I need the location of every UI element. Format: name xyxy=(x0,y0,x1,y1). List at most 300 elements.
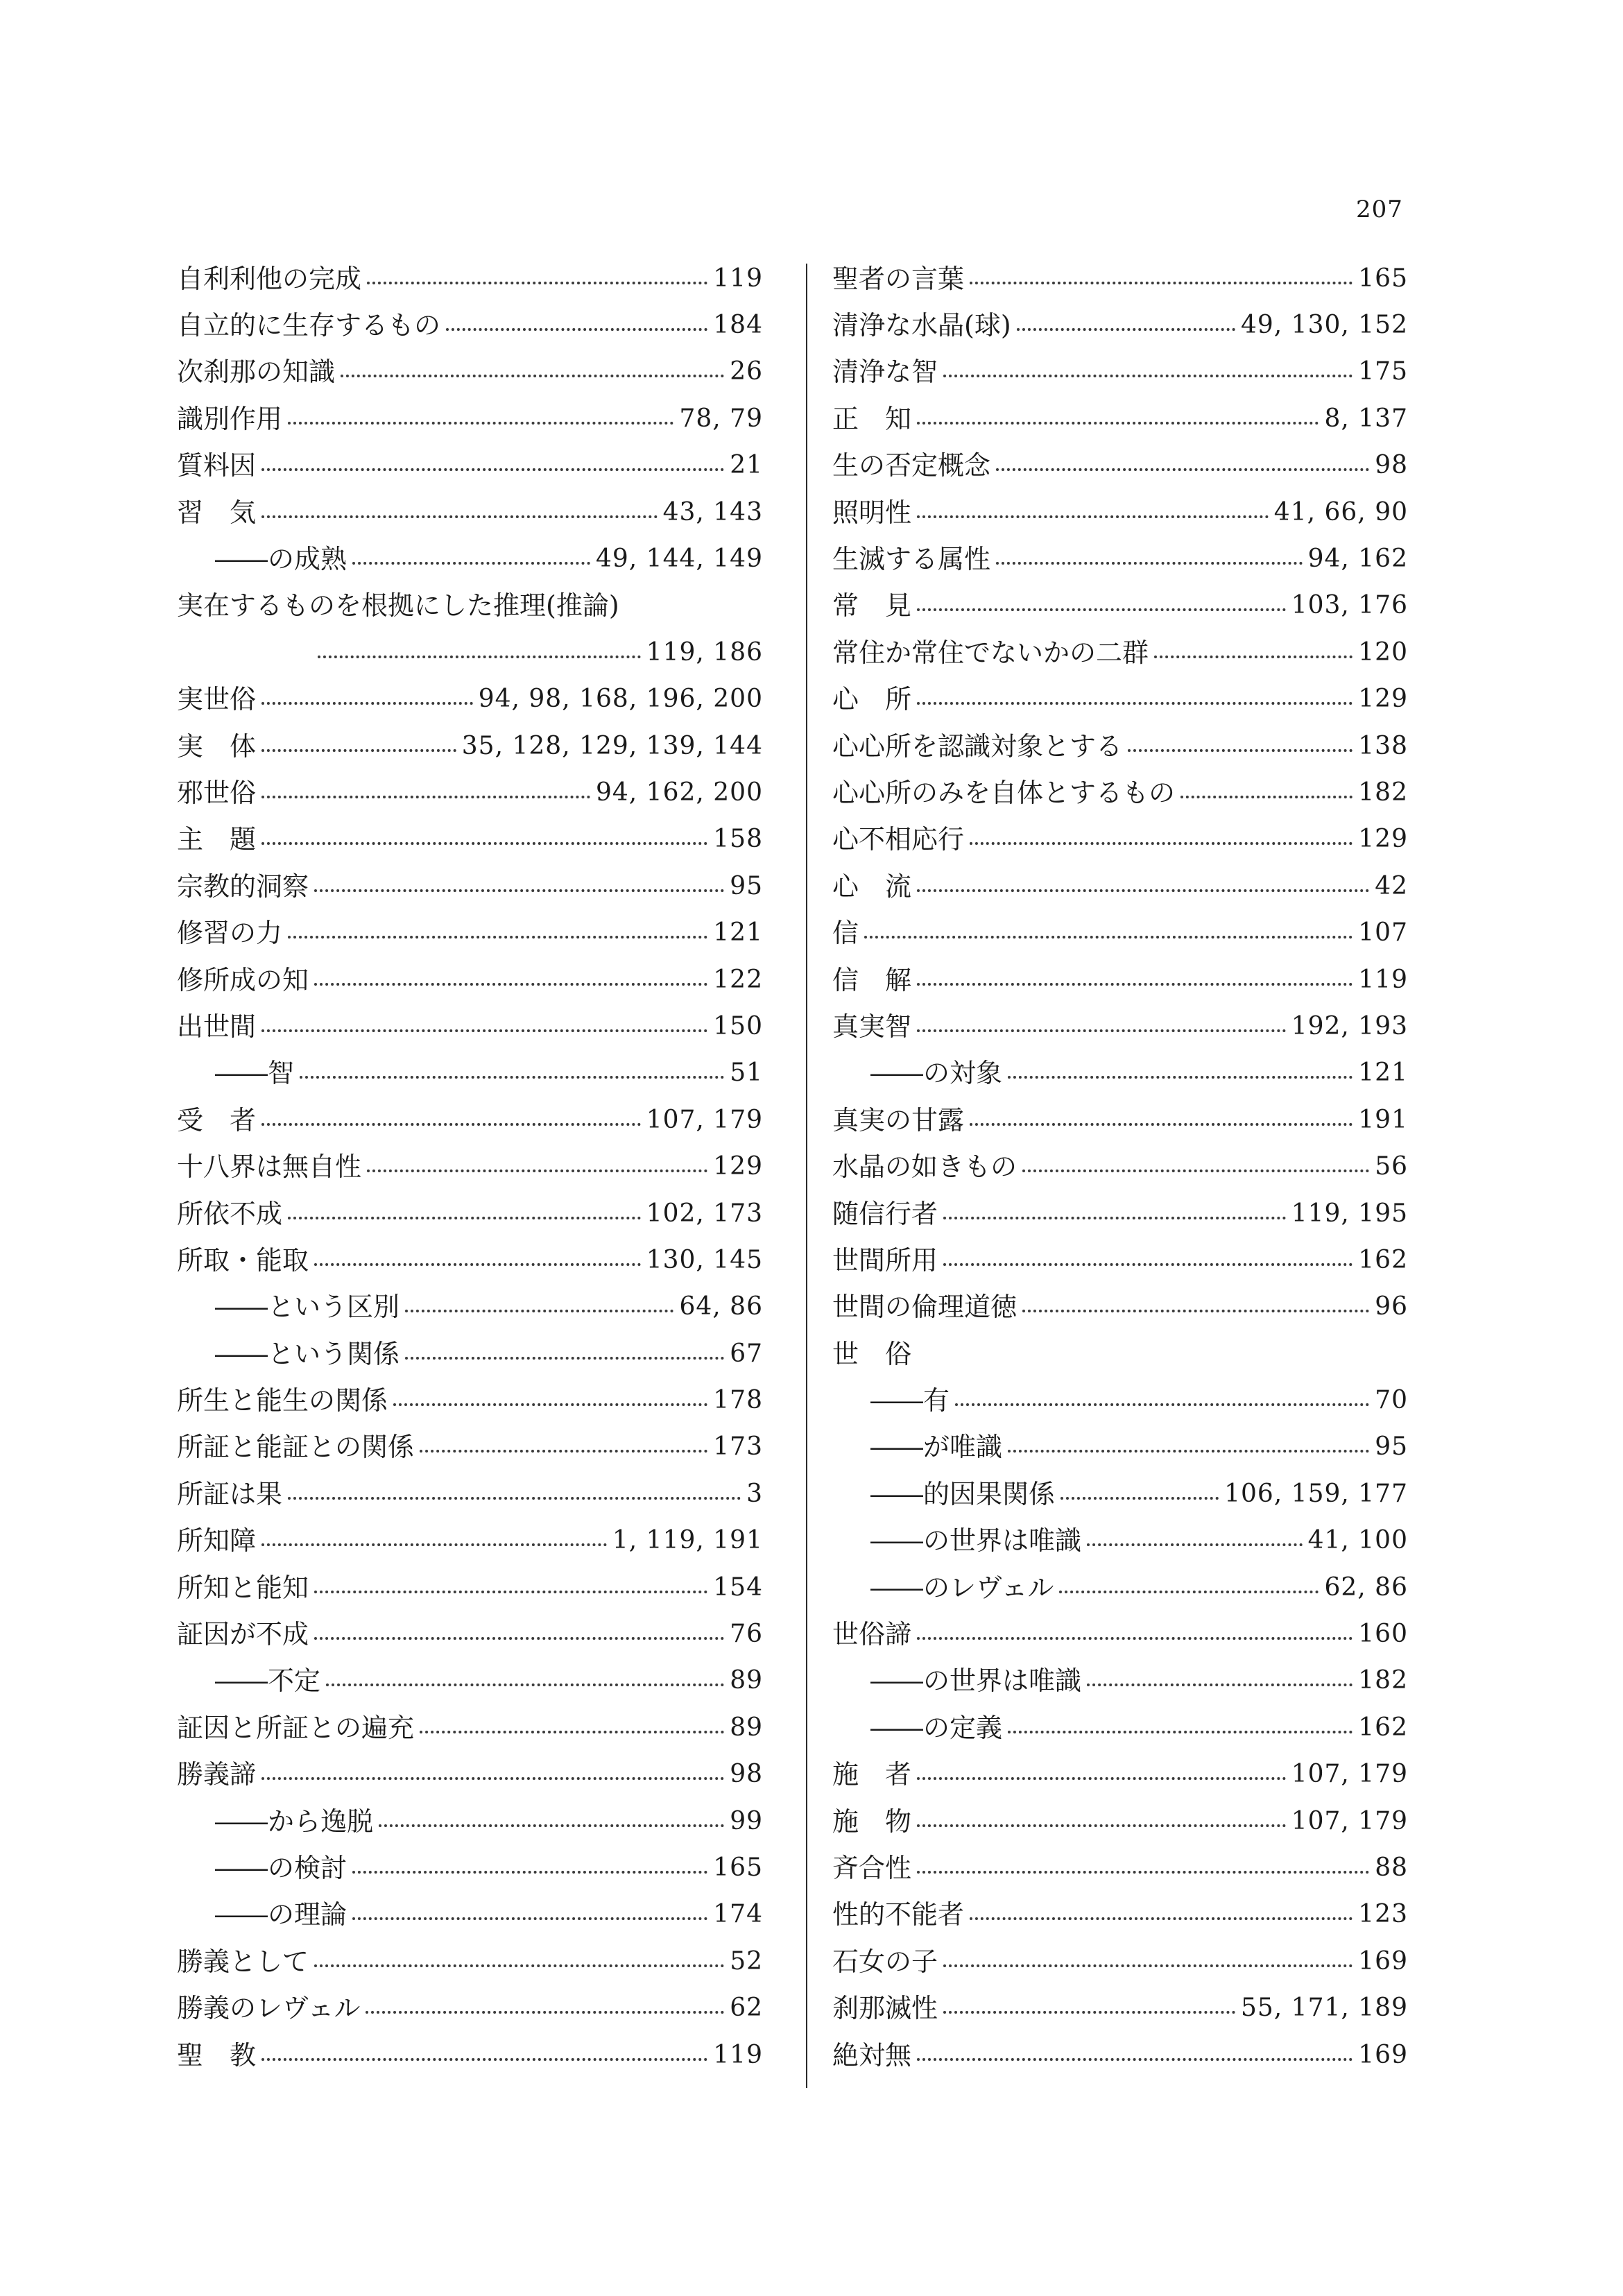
dot-leader xyxy=(943,375,1352,377)
page-references: 129 xyxy=(1358,685,1408,714)
index-term: 所依不成 xyxy=(177,1198,283,1229)
index-entry xyxy=(832,583,1408,629)
dot-leader xyxy=(943,1263,1352,1266)
dot-leader xyxy=(288,1497,741,1500)
index-entry xyxy=(832,1143,1408,1190)
index-entry xyxy=(177,957,763,1003)
index-term: 勝義諦 xyxy=(177,1759,257,1790)
dot-leader xyxy=(917,1871,1369,1874)
dot-leader xyxy=(288,422,673,425)
dot-leader xyxy=(943,1217,1286,1219)
dot-leader xyxy=(917,2058,1352,2061)
index-term: ――のレヴェル xyxy=(870,1572,1054,1603)
page-references: 119 xyxy=(1358,965,1408,994)
page-references: 123 xyxy=(1358,1900,1408,1929)
page-references: 178 xyxy=(713,1386,763,1415)
dot-leader xyxy=(917,1824,1286,1827)
dot-leader xyxy=(1087,1684,1352,1686)
index-entry xyxy=(832,1985,1408,2031)
dot-leader xyxy=(367,282,707,284)
index-term: 質料因 xyxy=(177,450,257,481)
index-entry xyxy=(832,769,1408,816)
column-divider xyxy=(806,264,807,2088)
index-term: 心心所のみを自体とするもの xyxy=(832,777,1176,808)
dot-leader xyxy=(1022,1170,1369,1172)
index-entry xyxy=(832,2032,1408,2078)
index-term: ――の成熟 xyxy=(215,544,347,575)
page-references: 192, 193 xyxy=(1291,1011,1408,1040)
index-entry xyxy=(177,863,763,909)
index-term: 刹那滅性 xyxy=(832,1993,938,2024)
index-term: 施 者 xyxy=(832,1759,912,1790)
index-term: 実 体 xyxy=(177,730,257,762)
page-references: 94, 162, 200 xyxy=(595,778,763,807)
dot-leader xyxy=(314,983,707,986)
dot-leader xyxy=(300,1076,724,1079)
index-column-left xyxy=(177,255,763,2078)
index-term: 十八界は無自性 xyxy=(177,1151,362,1183)
dot-leader xyxy=(352,562,590,565)
dot-leader xyxy=(326,1684,724,1686)
page-references: 99 xyxy=(730,1806,763,1835)
dot-leader xyxy=(318,656,641,658)
page-references: 8, 137 xyxy=(1324,404,1408,433)
page-references: 89 xyxy=(730,1713,763,1742)
dot-leader xyxy=(943,2011,1235,2014)
dot-leader xyxy=(1180,796,1352,798)
page-references: 191 xyxy=(1358,1105,1408,1134)
index-term: 生の否定概念 xyxy=(832,450,991,481)
index-entry xyxy=(832,1284,1408,1330)
index-term: ――有 xyxy=(870,1385,950,1416)
index-term: 聖者の言葉 xyxy=(832,263,965,294)
index-term: 信 xyxy=(832,918,859,949)
index-term: 随信行者 xyxy=(832,1198,938,1229)
index-entry xyxy=(177,443,763,489)
index-entry xyxy=(832,1518,1408,1564)
index-term: 自立的に生存するもの xyxy=(177,310,441,341)
index-term: ――的因果関係 xyxy=(870,1478,1056,1509)
dot-leader xyxy=(261,842,707,845)
index-term: 所証は果 xyxy=(177,1478,283,1509)
dot-leader xyxy=(261,1777,724,1780)
index-entry xyxy=(832,676,1408,723)
dot-leader xyxy=(352,1917,707,1920)
index-term: 修習の力 xyxy=(177,918,283,949)
index-term: 証因が不成 xyxy=(177,1619,309,1650)
index-entry xyxy=(177,489,763,536)
page-references: 119 xyxy=(713,264,763,293)
index-term: ――の世界は唯識 xyxy=(870,1525,1082,1557)
page-references: 70 xyxy=(1375,1386,1408,1415)
index-entry xyxy=(177,255,763,302)
page-references: 184 xyxy=(713,311,763,340)
index-term: 所知と能知 xyxy=(177,1572,309,1603)
index-entry xyxy=(177,302,763,348)
index-term: ――智 xyxy=(215,1058,295,1089)
index-term: ――の定義 xyxy=(870,1712,1003,1743)
index-term: ――の対象 xyxy=(870,1058,1003,1089)
index-entry xyxy=(832,1751,1408,1798)
index-entry xyxy=(177,1097,763,1143)
page-references: 43, 143 xyxy=(662,497,763,526)
index-term: 性的不能者 xyxy=(832,1899,965,1930)
page-references: 51 xyxy=(730,1059,763,1088)
page-references: 96 xyxy=(1375,1292,1408,1321)
index-entry xyxy=(177,1938,763,1985)
index-column-right xyxy=(832,255,1408,2078)
index-term: 清浄な水晶(球) xyxy=(832,310,1011,341)
index-entry xyxy=(832,489,1408,536)
dot-leader xyxy=(261,2058,707,2061)
index-term: 自利利他の完成 xyxy=(177,263,362,294)
page-references: 119 xyxy=(713,2040,763,2069)
index-entry xyxy=(177,1190,763,1237)
index-term: ――の世界は唯識 xyxy=(870,1665,1082,1697)
page-references: 98 xyxy=(730,1760,763,1789)
index-entry xyxy=(832,1097,1408,1143)
page-references: 49, 130, 152 xyxy=(1240,311,1408,340)
index-term: ――から逸脱 xyxy=(215,1806,374,1837)
index-entry xyxy=(177,1471,763,1517)
index-term: ――という関係 xyxy=(215,1338,400,1369)
dot-leader xyxy=(1022,1310,1369,1312)
page-references: 119, 186 xyxy=(646,637,763,667)
dot-leader xyxy=(405,1357,724,1360)
index-entry xyxy=(832,1938,1408,1985)
index-entry xyxy=(177,1003,763,1050)
page-references: 169 xyxy=(1358,2040,1408,2069)
dot-leader xyxy=(917,702,1352,705)
dot-leader xyxy=(314,1964,724,1967)
index-entry xyxy=(177,1658,763,1704)
page-references: 103, 176 xyxy=(1291,591,1408,620)
index-entry xyxy=(177,349,763,395)
index-term: 心不相応行 xyxy=(832,824,965,855)
dot-leader xyxy=(261,1123,641,1126)
index-term: ――不定 xyxy=(215,1665,321,1697)
page-references: 129 xyxy=(1358,825,1408,854)
dot-leader xyxy=(314,889,724,892)
page-references: 107, 179 xyxy=(646,1105,763,1134)
index-entry xyxy=(177,1518,763,1564)
index-entry xyxy=(177,583,763,629)
dot-leader xyxy=(393,1403,707,1406)
dot-leader xyxy=(970,1917,1352,1920)
index-entry xyxy=(832,1003,1408,1050)
index-entry xyxy=(177,1798,763,1844)
index-entry xyxy=(832,629,1408,676)
page-references: 102, 173 xyxy=(646,1199,763,1228)
index-term: ――の検討 xyxy=(215,1852,347,1883)
dot-leader xyxy=(420,1731,724,1733)
page-references: 175 xyxy=(1358,357,1408,386)
index-term: ――が唯識 xyxy=(870,1432,1003,1463)
page-references: 78, 79 xyxy=(679,404,763,433)
index-term: 心 流 xyxy=(832,871,912,902)
page-references: 158 xyxy=(713,825,763,854)
dot-leader xyxy=(261,702,473,705)
index-entry xyxy=(832,1658,1408,1704)
page-references: 150 xyxy=(713,1011,763,1040)
index-term: 照明性 xyxy=(832,497,912,528)
index-term: 主 題 xyxy=(177,824,257,855)
dot-leader xyxy=(379,1824,724,1827)
dot-leader xyxy=(261,1543,607,1546)
dot-leader xyxy=(366,2011,724,2014)
index-term: 信 解 xyxy=(832,964,912,995)
index-entry xyxy=(832,443,1408,489)
dot-leader xyxy=(261,749,456,752)
index-term: 生滅する属性 xyxy=(832,544,991,575)
page-references: 76 xyxy=(730,1620,763,1649)
dot-leader xyxy=(917,515,1269,518)
page-references: 26 xyxy=(730,357,763,386)
index-entry xyxy=(832,957,1408,1003)
index-entry xyxy=(832,255,1408,302)
dot-leader xyxy=(917,983,1352,986)
index-entry xyxy=(832,302,1408,348)
index-term: 施 物 xyxy=(832,1806,912,1837)
index-entry xyxy=(832,1892,1408,1938)
index-entry xyxy=(177,676,763,723)
index-entry xyxy=(177,1237,763,1283)
page-references: 107 xyxy=(1358,918,1408,948)
index-entry xyxy=(177,1844,763,1891)
index-entry xyxy=(832,909,1408,956)
dot-leader xyxy=(1128,749,1352,752)
page-references: 95 xyxy=(1375,1432,1408,1462)
index-term: 邪世俗 xyxy=(177,777,257,808)
dot-leader xyxy=(352,1871,707,1874)
index-term: 正 知 xyxy=(832,403,912,434)
page-number: 207 xyxy=(1356,196,1403,223)
index-entry xyxy=(177,1377,763,1423)
dot-leader xyxy=(917,608,1286,611)
index-entry xyxy=(177,723,763,769)
index-term: 勝義のレヴェル xyxy=(177,1993,361,2024)
dot-leader xyxy=(955,1403,1369,1406)
index-term: 受 者 xyxy=(177,1104,257,1136)
page-references: 182 xyxy=(1358,778,1408,807)
index-term: ――という区別 xyxy=(215,1292,400,1323)
dot-leader xyxy=(261,515,658,518)
dot-leader xyxy=(1087,1543,1303,1546)
page-references: 122 xyxy=(713,965,763,994)
index-entry xyxy=(832,536,1408,582)
index-entry xyxy=(832,1330,1408,1377)
index-entry xyxy=(832,1798,1408,1844)
index-entry xyxy=(832,1050,1408,1097)
index-term: 清浄な智 xyxy=(832,357,938,388)
dot-leader xyxy=(341,375,724,377)
dot-leader xyxy=(970,282,1352,284)
page-references: 182 xyxy=(1358,1666,1408,1695)
index-term: 所証と能証との関係 xyxy=(177,1432,415,1463)
index-entry xyxy=(177,1424,763,1471)
index-entry xyxy=(832,1377,1408,1423)
index-term: 心心所を認識対象とする xyxy=(832,730,1123,762)
page-references: 3 xyxy=(746,1479,763,1508)
index-entry xyxy=(177,816,763,863)
index-term: 真実智 xyxy=(832,1011,912,1042)
dot-leader xyxy=(1008,1076,1352,1079)
index-entry xyxy=(177,1330,763,1377)
index-term: 実在するものを根拠にした推理(推論) xyxy=(177,590,619,622)
index-term: 所知障 xyxy=(177,1525,257,1557)
page-references: 129 xyxy=(713,1152,763,1181)
index-entry xyxy=(832,1704,1408,1751)
index-entry xyxy=(832,349,1408,395)
index-entry xyxy=(832,1611,1408,1657)
page-references: 42 xyxy=(1375,871,1408,900)
page-references: 107, 179 xyxy=(1291,1760,1408,1789)
page-references: 88 xyxy=(1375,1853,1408,1882)
index-entry xyxy=(832,1424,1408,1471)
dot-leader xyxy=(261,468,724,471)
index-term: 水晶の如きもの xyxy=(832,1151,1017,1183)
page-references: 55, 171, 189 xyxy=(1240,1994,1408,2023)
page-references: 162 xyxy=(1358,1713,1408,1742)
dot-leader xyxy=(996,562,1303,565)
index-term: 常 見 xyxy=(832,590,912,622)
index-term: 所生と能生の関係 xyxy=(177,1385,388,1416)
dot-leader xyxy=(917,1777,1286,1780)
page-references: 173 xyxy=(713,1432,763,1462)
index-term: ――の理論 xyxy=(215,1899,347,1930)
index-term: 心 所 xyxy=(832,684,912,715)
index-entry xyxy=(177,2032,763,2078)
index-term: 斉合性 xyxy=(832,1852,912,1883)
dot-leader xyxy=(405,1310,673,1312)
index-term: 世 俗 xyxy=(832,1338,912,1369)
index-term: 次刹那の知識 xyxy=(177,357,336,388)
dot-leader xyxy=(1060,1497,1219,1500)
index-term: 習 気 xyxy=(177,497,257,528)
index-entry xyxy=(177,536,763,582)
dot-leader xyxy=(864,936,1352,939)
page-references: 165 xyxy=(713,1853,763,1882)
dot-leader xyxy=(261,1029,707,1032)
index-term: 世間の倫理道徳 xyxy=(832,1292,1017,1323)
page-references: 64, 86 xyxy=(679,1292,763,1321)
index-entry xyxy=(832,1237,1408,1283)
index-term: 宗教的洞察 xyxy=(177,871,309,902)
index-entry xyxy=(832,863,1408,909)
page-references: 160 xyxy=(1358,1620,1408,1649)
dot-leader xyxy=(1059,1591,1319,1593)
page-references: 106, 159, 177 xyxy=(1224,1479,1408,1508)
page-references: 98 xyxy=(1375,451,1408,480)
index-entry xyxy=(177,1143,763,1190)
index-entry xyxy=(832,1844,1408,1891)
index-entry xyxy=(832,1190,1408,1237)
index-entry xyxy=(177,1751,763,1798)
index-entry xyxy=(177,395,763,442)
page-references: 138 xyxy=(1358,731,1408,760)
index-entry xyxy=(177,1985,763,2031)
page-references: 89 xyxy=(730,1666,763,1695)
index-entry xyxy=(832,816,1408,863)
page-references: 52 xyxy=(730,1946,763,1976)
page-references: 94, 162 xyxy=(1307,545,1408,574)
page-references: 95 xyxy=(730,871,763,900)
dot-leader xyxy=(288,1217,641,1219)
dot-leader xyxy=(970,1123,1352,1126)
dot-leader xyxy=(288,936,707,939)
index-term: 真実の甘露 xyxy=(832,1104,965,1136)
index-term: 識別作用 xyxy=(177,403,283,434)
index-term: 聖 教 xyxy=(177,2039,257,2071)
page-references: 162 xyxy=(1358,1245,1408,1274)
index-term: 所取・能取 xyxy=(177,1244,309,1276)
page-references: 121 xyxy=(1358,1059,1408,1088)
index-entry xyxy=(177,1611,763,1657)
dot-leader xyxy=(917,422,1319,425)
index-term: 証因と所証との遍充 xyxy=(177,1712,415,1743)
dot-leader xyxy=(917,889,1369,892)
index-entry xyxy=(177,1050,763,1097)
dot-leader xyxy=(314,1591,707,1593)
page-references: 62 xyxy=(730,1994,763,2023)
dot-leader xyxy=(1017,328,1235,331)
page-references: 56 xyxy=(1375,1152,1408,1181)
page-references: 174 xyxy=(713,1900,763,1929)
page-references: 107, 179 xyxy=(1291,1806,1408,1835)
page-references: 67 xyxy=(730,1339,763,1368)
page-references: 169 xyxy=(1358,1946,1408,1976)
dot-leader xyxy=(970,842,1352,845)
page-references: 41, 100 xyxy=(1307,1526,1408,1555)
page-references: 62, 86 xyxy=(1324,1573,1408,1602)
index-entry xyxy=(177,629,763,676)
page-references: 120 xyxy=(1358,637,1408,667)
index-term: 出世間 xyxy=(177,1011,257,1042)
index-entry xyxy=(832,723,1408,769)
dot-leader xyxy=(996,468,1369,471)
dot-leader xyxy=(1008,1450,1369,1453)
index-entry xyxy=(177,1704,763,1751)
index-entry xyxy=(832,1471,1408,1517)
index-term: 世俗諦 xyxy=(832,1619,912,1650)
dot-leader xyxy=(420,1450,707,1453)
index-term: 実世俗 xyxy=(177,684,257,715)
page-references: 41, 66, 90 xyxy=(1273,497,1408,526)
page-references: 130, 145 xyxy=(646,1245,763,1274)
index-entry xyxy=(177,1892,763,1938)
page-references: 165 xyxy=(1358,264,1408,293)
index-entry xyxy=(177,1284,763,1330)
dot-leader xyxy=(446,328,707,331)
page-references: 119, 195 xyxy=(1291,1199,1408,1228)
dot-leader xyxy=(917,1637,1352,1640)
page-references: 154 xyxy=(713,1573,763,1602)
dot-leader xyxy=(367,1170,707,1172)
page-references: 121 xyxy=(713,918,763,948)
index-term: 常住か常住でないかの二群 xyxy=(832,637,1149,668)
index-entry xyxy=(177,909,763,956)
dot-leader xyxy=(261,796,590,798)
dot-leader xyxy=(314,1263,641,1266)
page-references: 94, 98, 168, 196, 200 xyxy=(478,685,763,714)
index-entry xyxy=(177,1564,763,1611)
page-references: 35, 128, 129, 139, 144 xyxy=(461,731,763,760)
index-entry xyxy=(177,769,763,816)
dot-leader xyxy=(1008,1731,1352,1733)
index-term: 勝義として xyxy=(177,1946,309,1977)
dot-leader xyxy=(917,1029,1286,1032)
page-references: 49, 144, 149 xyxy=(595,545,763,574)
